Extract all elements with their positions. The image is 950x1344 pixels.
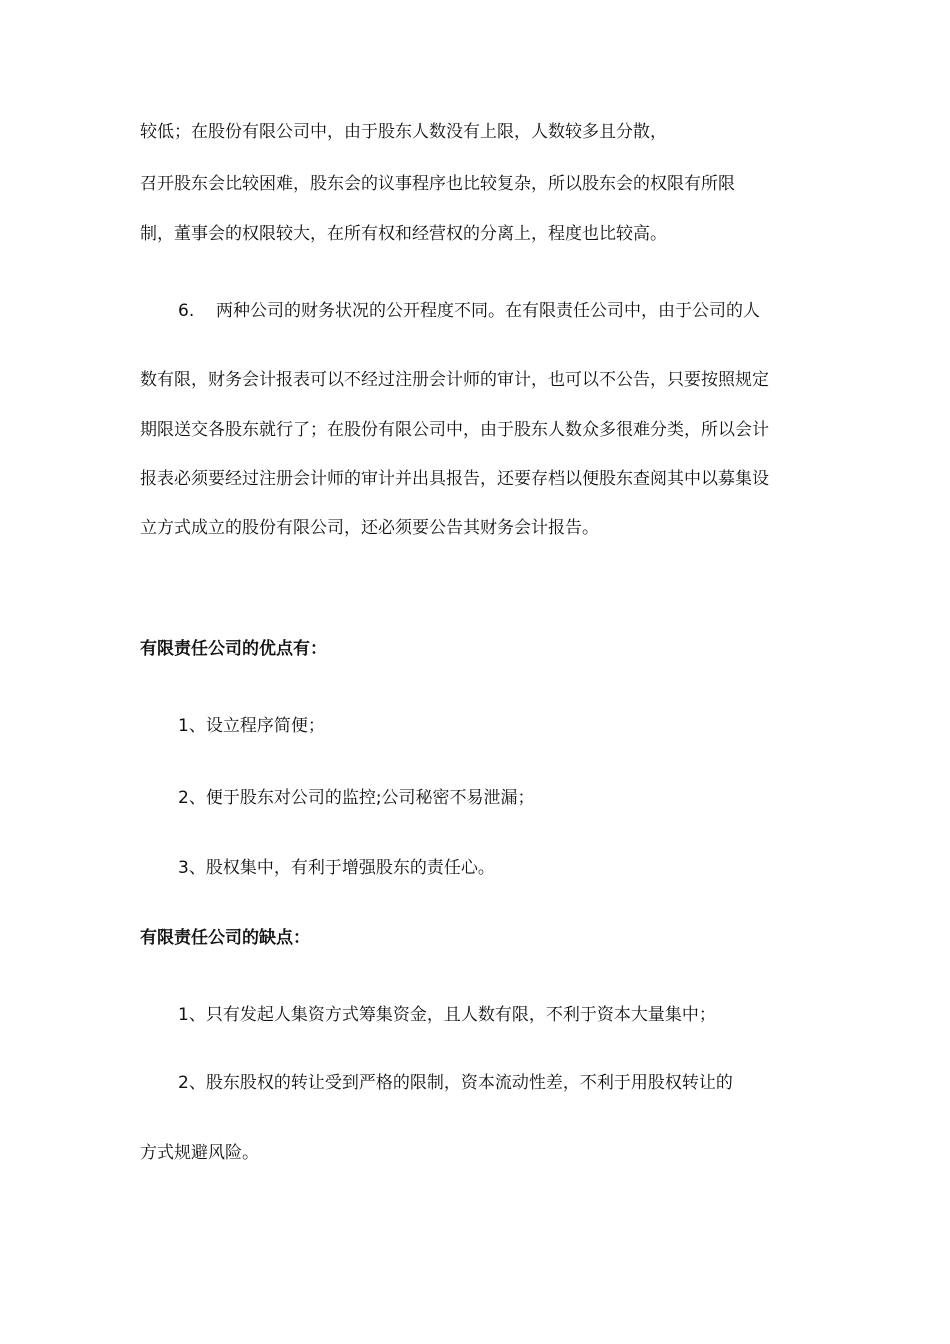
paragraph-line: 方式规避风险。 (140, 1143, 259, 1163)
item-text: 两种公司的财务状况的公开程度不同。在有限责任公司中，由于公司的人 (216, 301, 760, 321)
paragraph-line: 召开股东会比较困难，股东会的议事程序也比较复杂，所以股东会的权限有所限 (140, 174, 735, 194)
disadvantages-heading: 有限责任公司的缺点： (140, 928, 310, 948)
paragraph-line: 期限送交各股东就行了；在股份有限公司中，由于股东人数众多很难分类，所以会计 (140, 420, 769, 440)
paragraph-line: 立方式成立的股份有限公司，还必须要公告其财务会计报告。 (140, 518, 599, 538)
advantages-heading: 有限责任公司的优点有： (140, 639, 327, 659)
paragraph-line: 数有限，财务会计报表可以不经过注册会计师的审计，也可以不公告，只要按照规定 (140, 370, 769, 390)
paragraph-line: 较低；在股份有限公司中，由于股东人数没有上限，人数较多且分散， (140, 122, 667, 142)
item-number: 6. (178, 301, 195, 321)
advantage-item: 1、设立程序简便； (178, 716, 325, 736)
disadvantage-item: 1、只有发起人集资方式筹集资金，且人数有限，不利于资本大量集中； (178, 1005, 716, 1025)
paragraph-line: 制，董事会的权限较大，在所有权和经营权的分离上，程度也比较高。 (140, 224, 667, 244)
advantage-item: 2、便于股东对公司的监控;公司秘密不易泄漏； (178, 788, 535, 808)
advantage-item: 3、股权集中，有利于增强股东的责任心。 (178, 858, 495, 878)
item-6-first-line (178, 299, 760, 323)
disadvantage-item: 2、股东股权的转让受到严格的限制，资本流动性差，不利于用股权转让的 (178, 1073, 733, 1093)
paragraph-line: 报表必须要经过注册会计师的审计并出具报告，还要存档以便股东查阅其中以募集设 (140, 469, 769, 489)
